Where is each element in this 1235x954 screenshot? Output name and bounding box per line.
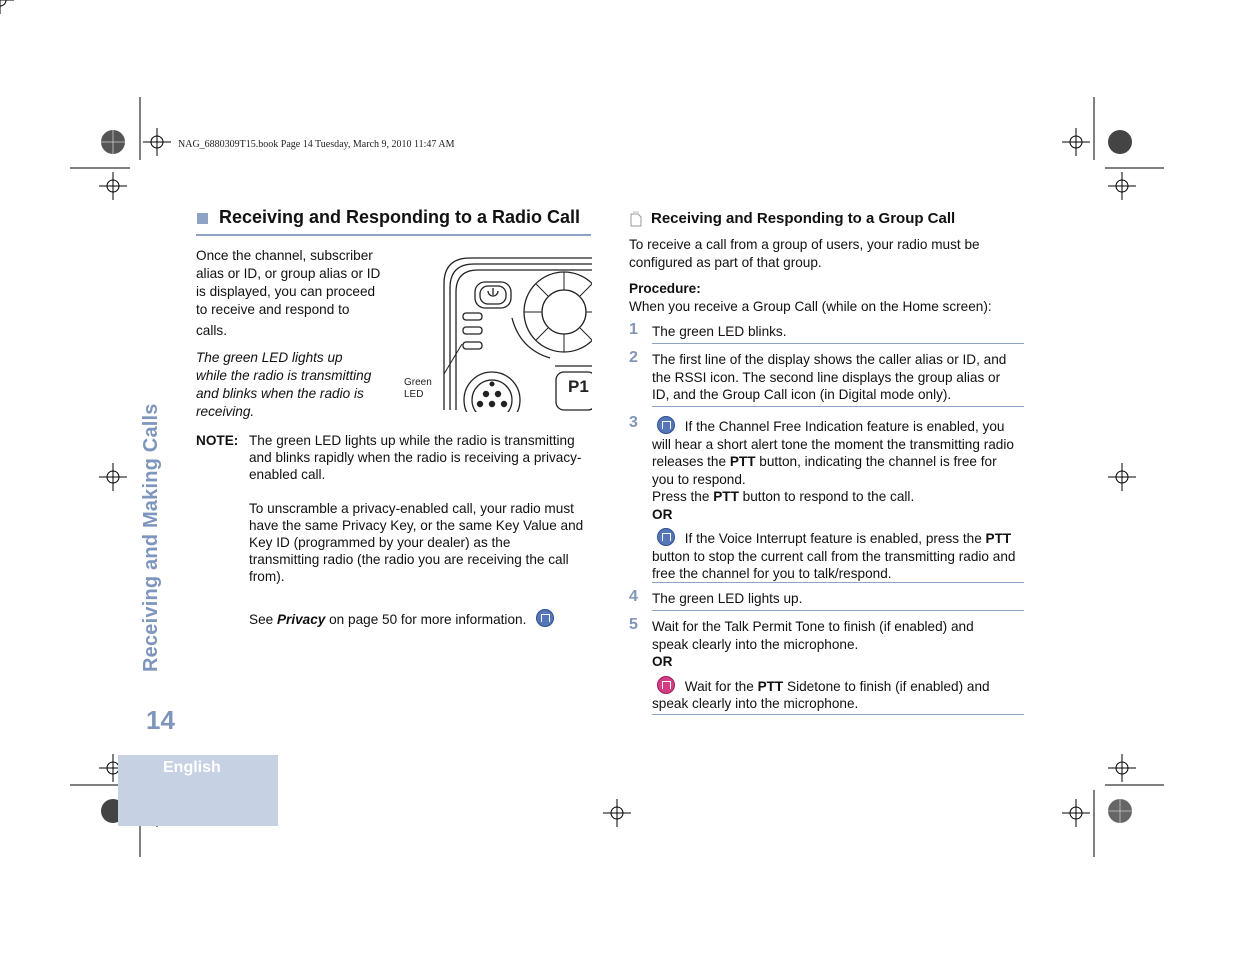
step-number: 4 — [629, 588, 638, 605]
heading-rule — [196, 234, 591, 236]
side-section-title: Receiving and Making Calls — [140, 403, 162, 672]
heading-square-icon — [197, 213, 208, 224]
step-rule — [652, 343, 1024, 344]
right-intro: To receive a call from a group of users, your radio must be configured as part of that group. — [629, 237, 980, 270]
digital-mode-icon — [657, 528, 675, 546]
digital-mode-icon — [657, 416, 675, 434]
step-rule — [652, 714, 1024, 715]
note-label: NOTE: — [196, 433, 239, 448]
print-header: NAG_6880309T15.book Page 14 Tuesday, March 9, 2010 11:47 AM — [178, 139, 455, 150]
step-number: 5 — [629, 616, 638, 633]
page-number: 14 — [146, 705, 175, 735]
analog-mode-icon — [657, 676, 675, 694]
step-text: The green LED blinks. — [652, 324, 787, 339]
subsection-page-icon — [630, 211, 642, 227]
step-text: If the Channel Free Indication feature is enabled, you will hear a short alert tone the moment the transmitting radio releases the PTT button, indicating the channel is free for you to respond. Press the PTT button to respond to the call. OR If the Voice Interrupt feature is enabled, press the PTT button to stop the current call from the transmitting radio and free the channel for you to talk/respond. — [652, 416, 1015, 583]
step-rule — [652, 406, 1024, 407]
language-tab — [118, 755, 278, 826]
procedure-intro: When you receive a Group Call (while on the Home screen): — [629, 299, 992, 314]
note-text: The green LED lights up while the radio is transmitting and blinks rapidly when the radio is receiving a privacy- enabled call. To unscramble a privacy-enabled call, your radio must have the same Privacy Key, or the same Key Value and Key ID (programmed by your dealer) as the transmitting radio (the radio you are receiving the call from). — [249, 433, 584, 584]
step-text: Wait for the Talk Permit Tone to finish (if enabled) and speak clearly into the microphone. OR Wait for the PTT Sidetone to finish (if enabled) and speak clearly into the microphone. — [652, 619, 990, 711]
language-label: English — [163, 759, 221, 776]
see-privacy: See Privacy on page 50 for more information. — [249, 609, 554, 629]
privacy-link[interactable]: Privacy — [276, 612, 326, 627]
step-number: 1 — [629, 321, 638, 338]
procedure-label: Procedure: — [629, 281, 701, 296]
right-heading: Receiving and Responding to a Group Call — [651, 210, 956, 227]
p1-key-label: P1 — [568, 377, 589, 396]
step-text: The green LED lights up. — [652, 591, 803, 606]
left-heading: Receiving and Responding to a Radio Call — [219, 207, 581, 227]
left-intro: Once the channel, subscriber alias or ID, or group alias or ID is displayed, you can proceed to receive and respond to calls. — [196, 248, 381, 338]
step-rule — [652, 610, 1024, 611]
step-text: The first line of the display shows the caller alias or ID, and the RSSI icon. The second line displays the group alias or ID, and the Group Call icon (in Digital mode only). — [652, 352, 1007, 402]
led-caption: The green LED lights up while the radio is transmitting and blinks when the radio is receiving. — [196, 350, 372, 419]
step-number: 2 — [629, 349, 638, 366]
green-led-label: Green LED — [404, 377, 432, 400]
step-number: 3 — [629, 414, 638, 431]
step-rule — [652, 582, 1024, 583]
digital-mode-icon — [536, 609, 554, 627]
